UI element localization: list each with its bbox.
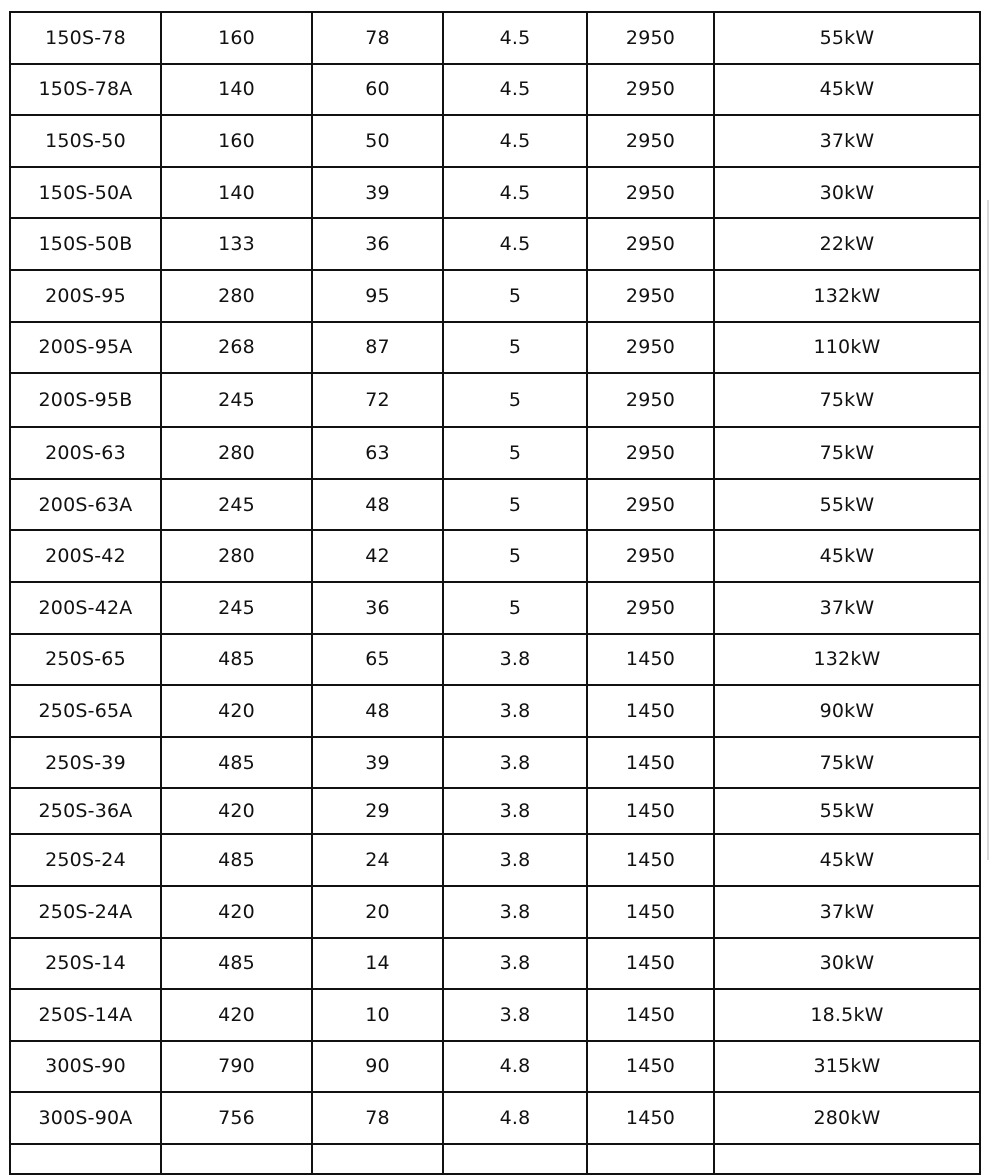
flow-cell: 140 bbox=[161, 167, 312, 219]
speed-cell: 2950 bbox=[587, 64, 714, 116]
model-cell: 150S-78 bbox=[10, 12, 161, 64]
model-cell: 300S-90 bbox=[10, 1041, 161, 1093]
model-cell: 150S-50A bbox=[10, 167, 161, 219]
power-cell: 55kW bbox=[714, 12, 980, 64]
model-cell: 250S-65A bbox=[10, 685, 161, 737]
power-cell: 45kW bbox=[714, 834, 980, 886]
empty-cell bbox=[714, 1144, 980, 1174]
model-cell: 250S-36A bbox=[10, 788, 161, 834]
flow-cell: 268 bbox=[161, 322, 312, 374]
head-cell: 36 bbox=[312, 582, 443, 634]
table-row bbox=[10, 1092, 980, 1144]
model-cell: 200S-95A bbox=[10, 322, 161, 374]
table-row bbox=[10, 685, 980, 737]
power-cell: 22kW bbox=[714, 218, 980, 270]
table-body bbox=[10, 12, 980, 1174]
head-cell: 39 bbox=[312, 167, 443, 219]
table-row bbox=[10, 373, 980, 427]
npsh-cell: 4.5 bbox=[443, 64, 587, 116]
power-cell: 37kW bbox=[714, 582, 980, 634]
model-cell: 150S-50 bbox=[10, 115, 161, 167]
table-row bbox=[10, 582, 980, 634]
table-row bbox=[10, 479, 980, 531]
model-cell: 150S-78A bbox=[10, 64, 161, 116]
table-row bbox=[10, 12, 980, 64]
speed-cell: 2950 bbox=[587, 373, 714, 427]
model-cell: 200S-42 bbox=[10, 530, 161, 582]
head-cell: 29 bbox=[312, 788, 443, 834]
speed-cell: 2950 bbox=[587, 427, 714, 479]
table-row bbox=[10, 427, 980, 479]
power-cell: 30kW bbox=[714, 938, 980, 990]
model-cell: 250S-24A bbox=[10, 886, 161, 938]
power-cell: 315kW bbox=[714, 1041, 980, 1093]
npsh-cell: 3.8 bbox=[443, 938, 587, 990]
pump-spec-table-container bbox=[9, 11, 979, 1171]
npsh-cell: 4.8 bbox=[443, 1041, 587, 1093]
head-cell: 78 bbox=[312, 1092, 443, 1144]
npsh-cell: 3.8 bbox=[443, 788, 587, 834]
head-cell: 63 bbox=[312, 427, 443, 479]
npsh-cell: 4.5 bbox=[443, 218, 587, 270]
speed-cell: 2950 bbox=[587, 218, 714, 270]
speed-cell: 2950 bbox=[587, 12, 714, 64]
model-cell: 300S-90A bbox=[10, 1092, 161, 1144]
table-row bbox=[10, 886, 980, 938]
table-row bbox=[10, 167, 980, 219]
speed-cell: 1450 bbox=[587, 737, 714, 789]
empty-cell bbox=[443, 1144, 587, 1174]
flow-cell: 420 bbox=[161, 685, 312, 737]
flow-cell: 485 bbox=[161, 634, 312, 686]
speed-cell: 2950 bbox=[587, 582, 714, 634]
empty-cell bbox=[10, 1144, 161, 1174]
head-cell: 48 bbox=[312, 685, 443, 737]
head-cell: 14 bbox=[312, 938, 443, 990]
flow-cell: 245 bbox=[161, 373, 312, 427]
power-cell: 132kW bbox=[714, 634, 980, 686]
speed-cell: 1450 bbox=[587, 634, 714, 686]
table-row bbox=[10, 788, 980, 834]
power-cell: 132kW bbox=[714, 270, 980, 322]
model-cell: 200S-95B bbox=[10, 373, 161, 427]
flow-cell: 485 bbox=[161, 737, 312, 789]
head-cell: 95 bbox=[312, 270, 443, 322]
npsh-cell: 4.5 bbox=[443, 12, 587, 64]
power-cell: 110kW bbox=[714, 322, 980, 374]
npsh-cell: 3.8 bbox=[443, 685, 587, 737]
npsh-cell: 5 bbox=[443, 427, 587, 479]
pump-spec-table bbox=[9, 11, 981, 1175]
model-cell: 250S-39 bbox=[10, 737, 161, 789]
npsh-cell: 3.8 bbox=[443, 737, 587, 789]
npsh-cell: 4.5 bbox=[443, 115, 587, 167]
model-cell: 150S-50B bbox=[10, 218, 161, 270]
power-cell: 55kW bbox=[714, 788, 980, 834]
speed-cell: 2950 bbox=[587, 270, 714, 322]
head-cell: 65 bbox=[312, 634, 443, 686]
flow-cell: 420 bbox=[161, 788, 312, 834]
flow-cell: 485 bbox=[161, 834, 312, 886]
model-cell: 200S-63A bbox=[10, 479, 161, 531]
model-cell: 250S-14 bbox=[10, 938, 161, 990]
head-cell: 48 bbox=[312, 479, 443, 531]
npsh-cell: 5 bbox=[443, 270, 587, 322]
npsh-cell: 5 bbox=[443, 479, 587, 531]
empty-cell bbox=[587, 1144, 714, 1174]
head-cell: 36 bbox=[312, 218, 443, 270]
model-cell: 250S-65 bbox=[10, 634, 161, 686]
power-cell: 37kW bbox=[714, 115, 980, 167]
empty-cell bbox=[312, 1144, 443, 1174]
power-cell: 30kW bbox=[714, 167, 980, 219]
table-row bbox=[10, 64, 980, 116]
speed-cell: 1450 bbox=[587, 886, 714, 938]
flow-cell: 160 bbox=[161, 12, 312, 64]
table-row bbox=[10, 737, 980, 789]
flow-cell: 245 bbox=[161, 582, 312, 634]
power-cell: 45kW bbox=[714, 530, 980, 582]
npsh-cell: 3.8 bbox=[443, 886, 587, 938]
table-row bbox=[10, 1041, 980, 1093]
npsh-cell: 4.8 bbox=[443, 1092, 587, 1144]
speed-cell: 1450 bbox=[587, 788, 714, 834]
speed-cell: 2950 bbox=[587, 479, 714, 531]
table-row bbox=[10, 634, 980, 686]
head-cell: 20 bbox=[312, 886, 443, 938]
flow-cell: 790 bbox=[161, 1041, 312, 1093]
model-cell: 250S-24 bbox=[10, 834, 161, 886]
power-cell: 55kW bbox=[714, 479, 980, 531]
head-cell: 10 bbox=[312, 989, 443, 1041]
npsh-cell: 3.8 bbox=[443, 834, 587, 886]
table-row bbox=[10, 989, 980, 1041]
power-cell: 75kW bbox=[714, 373, 980, 427]
flow-cell: 160 bbox=[161, 115, 312, 167]
flow-cell: 756 bbox=[161, 1092, 312, 1144]
flow-cell: 485 bbox=[161, 938, 312, 990]
head-cell: 24 bbox=[312, 834, 443, 886]
table-row bbox=[10, 218, 980, 270]
page-edge-line bbox=[987, 200, 989, 860]
speed-cell: 1450 bbox=[587, 834, 714, 886]
speed-cell: 1450 bbox=[587, 685, 714, 737]
power-cell: 18.5kW bbox=[714, 989, 980, 1041]
power-cell: 75kW bbox=[714, 737, 980, 789]
head-cell: 42 bbox=[312, 530, 443, 582]
model-cell: 250S-14A bbox=[10, 989, 161, 1041]
empty-cell bbox=[161, 1144, 312, 1174]
power-cell: 75kW bbox=[714, 427, 980, 479]
power-cell: 280kW bbox=[714, 1092, 980, 1144]
model-cell: 200S-63 bbox=[10, 427, 161, 479]
speed-cell: 1450 bbox=[587, 1041, 714, 1093]
head-cell: 72 bbox=[312, 373, 443, 427]
flow-cell: 280 bbox=[161, 427, 312, 479]
power-cell: 45kW bbox=[714, 64, 980, 116]
head-cell: 78 bbox=[312, 12, 443, 64]
flow-cell: 420 bbox=[161, 989, 312, 1041]
flow-cell: 133 bbox=[161, 218, 312, 270]
speed-cell: 2950 bbox=[587, 530, 714, 582]
npsh-cell: 5 bbox=[443, 322, 587, 374]
table-row bbox=[10, 115, 980, 167]
power-cell: 37kW bbox=[714, 886, 980, 938]
npsh-cell: 5 bbox=[443, 373, 587, 427]
table-row bbox=[10, 322, 980, 374]
table-row-cut-off bbox=[10, 1144, 980, 1174]
head-cell: 39 bbox=[312, 737, 443, 789]
flow-cell: 280 bbox=[161, 530, 312, 582]
npsh-cell: 3.8 bbox=[443, 634, 587, 686]
power-cell: 90kW bbox=[714, 685, 980, 737]
flow-cell: 420 bbox=[161, 886, 312, 938]
head-cell: 87 bbox=[312, 322, 443, 374]
model-cell: 200S-42A bbox=[10, 582, 161, 634]
npsh-cell: 5 bbox=[443, 582, 587, 634]
speed-cell: 2950 bbox=[587, 322, 714, 374]
table-row bbox=[10, 270, 980, 322]
table-row bbox=[10, 834, 980, 886]
npsh-cell: 5 bbox=[443, 530, 587, 582]
speed-cell: 2950 bbox=[587, 115, 714, 167]
speed-cell: 1450 bbox=[587, 938, 714, 990]
table-row bbox=[10, 938, 980, 990]
flow-cell: 280 bbox=[161, 270, 312, 322]
speed-cell: 2950 bbox=[587, 167, 714, 219]
flow-cell: 245 bbox=[161, 479, 312, 531]
speed-cell: 1450 bbox=[587, 1092, 714, 1144]
head-cell: 50 bbox=[312, 115, 443, 167]
head-cell: 60 bbox=[312, 64, 443, 116]
npsh-cell: 3.8 bbox=[443, 989, 587, 1041]
model-cell: 200S-95 bbox=[10, 270, 161, 322]
npsh-cell: 4.5 bbox=[443, 167, 587, 219]
table-row bbox=[10, 530, 980, 582]
head-cell: 90 bbox=[312, 1041, 443, 1093]
flow-cell: 140 bbox=[161, 64, 312, 116]
speed-cell: 1450 bbox=[587, 989, 714, 1041]
